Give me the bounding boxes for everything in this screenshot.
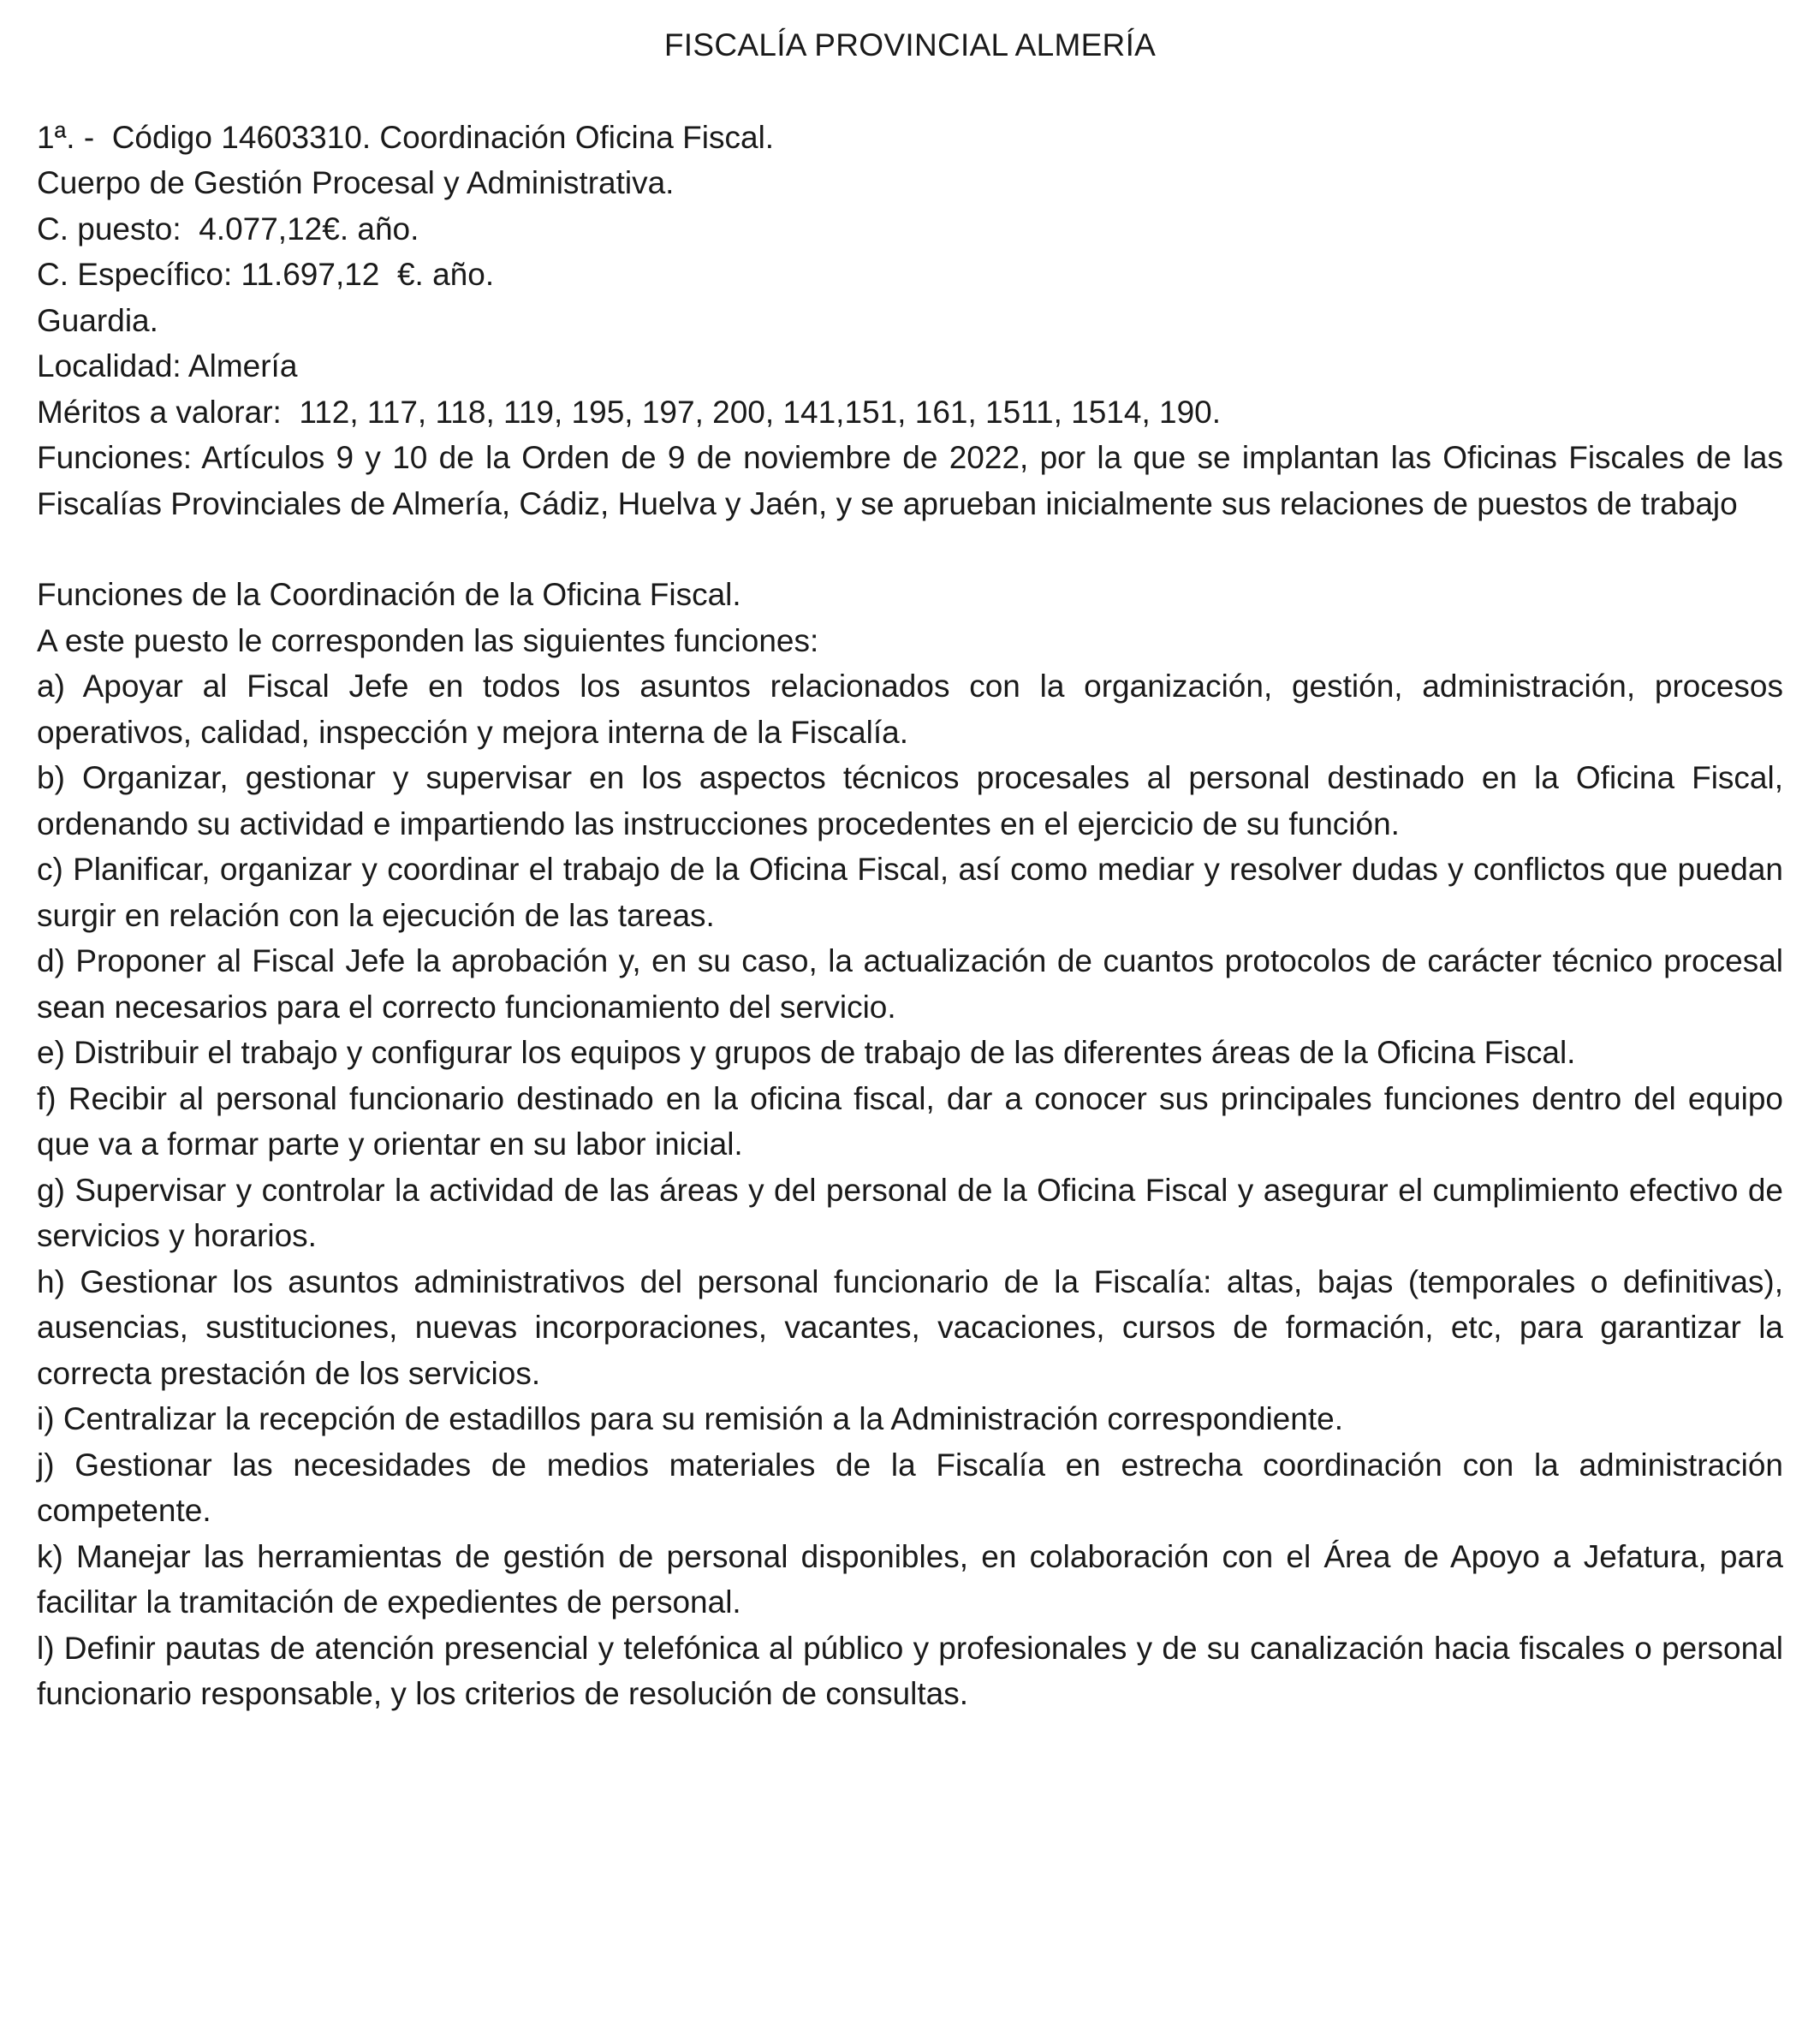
position-complement-line: C. puesto: 4.077,12€. año. — [37, 211, 419, 247]
paragraph-spacer — [37, 526, 1783, 572]
function-item-d: d) Proponer al Fiscal Jefe la aprobación y, en su caso, la actualización de cuantos protocolos de carácter técnico procesal sean necesarios para el correcto funcionamiento del servicio. — [37, 943, 1783, 1025]
function-item-g: g) Supervisar y controlar la actividad de las áreas y del personal de la Oficina Fiscal y asegurar el cumplimiento efectivo de servicios y horarios. — [37, 1172, 1783, 1253]
guard-line: Guardia. — [37, 302, 158, 338]
function-item-a: a) Apoyar al Fiscal Jefe en todos los asuntos relacionados con la organización, gestión, administración, procesos operativos, calidad, inspección y mejora interna de la Fiscalía. — [37, 669, 1783, 750]
function-item-k: k) Manejar las herramientas de gestión de personal disponibles, en colaboración con el Área de Apoyo a Jefatura, para facilitar la tramitación de expedientes de personal. — [37, 1538, 1783, 1620]
corps-line: Cuerpo de Gestión Procesal y Administrativa. — [37, 165, 675, 200]
section-heading: Funciones de la Coordinación de la Oficina Fiscal. — [37, 577, 741, 612]
header-block — [37, 115, 1783, 527]
function-item-h: h) Gestionar los asuntos administrativos del personal funcionario de la Fiscalía: altas, bajas (temporales o definitivas), ausencias, sustituciones, nuevas incorporaciones, vacantes, vacaciones, cursos de formación, etc, para garantizar la correcta prestación de los servicios. — [37, 1263, 1783, 1391]
locality-line: Localidad: Almería — [37, 348, 298, 383]
functions-section — [37, 572, 1783, 1717]
document-title: FISCALÍA PROVINCIAL ALMERÍA — [663, 27, 1157, 62]
functions-reference-paragraph: Funciones: Artículos 9 y 10 de la Orden de 9 de noviembre de 2022, por la que se implantan las Oficinas Fiscales de las Fiscalías Provinciales de Almería, Cádiz, Huelva y Jaén, y se aprueban inicialmente sus relaciones de puestos de trabajo — [37, 440, 1783, 521]
merits-line: Méritos a valorar: 112, 117, 118, 119, 195, 197, 200, 141,151, 161, 1511, 1514, 190. — [37, 394, 1222, 430]
function-item-l: l) Definir pautas de atención presencial y telefónica al público y profesionales y de su canalización hacia fiscales o personal funcionario responsable, y los criterios de resolución de consultas. — [37, 1630, 1783, 1711]
function-item-i: i) Centralizar la recepción de estadillos para su remisión a la Administración correspondiente. — [37, 1401, 1343, 1436]
document-page — [37, 17, 1783, 1717]
function-item-e: e) Distribuir el trabajo y configurar los equipos y grupos de trabajo de las diferentes áreas de la Oficina Fiscal. — [37, 1035, 1576, 1070]
specific-complement-line: C. Específico: 11.697,12 €. año. — [37, 257, 495, 292]
function-item-c: c) Planificar, organizar y coordinar el trabajo de la Oficina Fiscal, así como mediar y resolver dudas y conflictos que puedan surgir en relación con la ejecución de las tareas. — [37, 852, 1783, 933]
function-item-f: f) Recibir al personal funcionario destinado en la oficina fiscal, dar a conocer sus principales funciones dentro del equipo que va a formar parte y orientar en su labor inicial. — [37, 1080, 1783, 1162]
function-item-b: b) Organizar, gestionar y supervisar en los aspectos técnicos procesales al personal destinado en la Oficina Fiscal, ordenando su actividad e impartiendo las instrucciones procedentes en el ejercicio de su función. — [37, 760, 1783, 841]
function-item-j: j) Gestionar las necesidades de medios materiales de la Fiscalía en estrecha coordinación con la administración competente. — [37, 1447, 1783, 1528]
position-code-line: 1ª. - Código 14603310. Coordinación Oficina Fiscal. — [37, 119, 775, 155]
section-intro: A este puesto le corresponden las siguientes funciones: — [37, 622, 819, 658]
